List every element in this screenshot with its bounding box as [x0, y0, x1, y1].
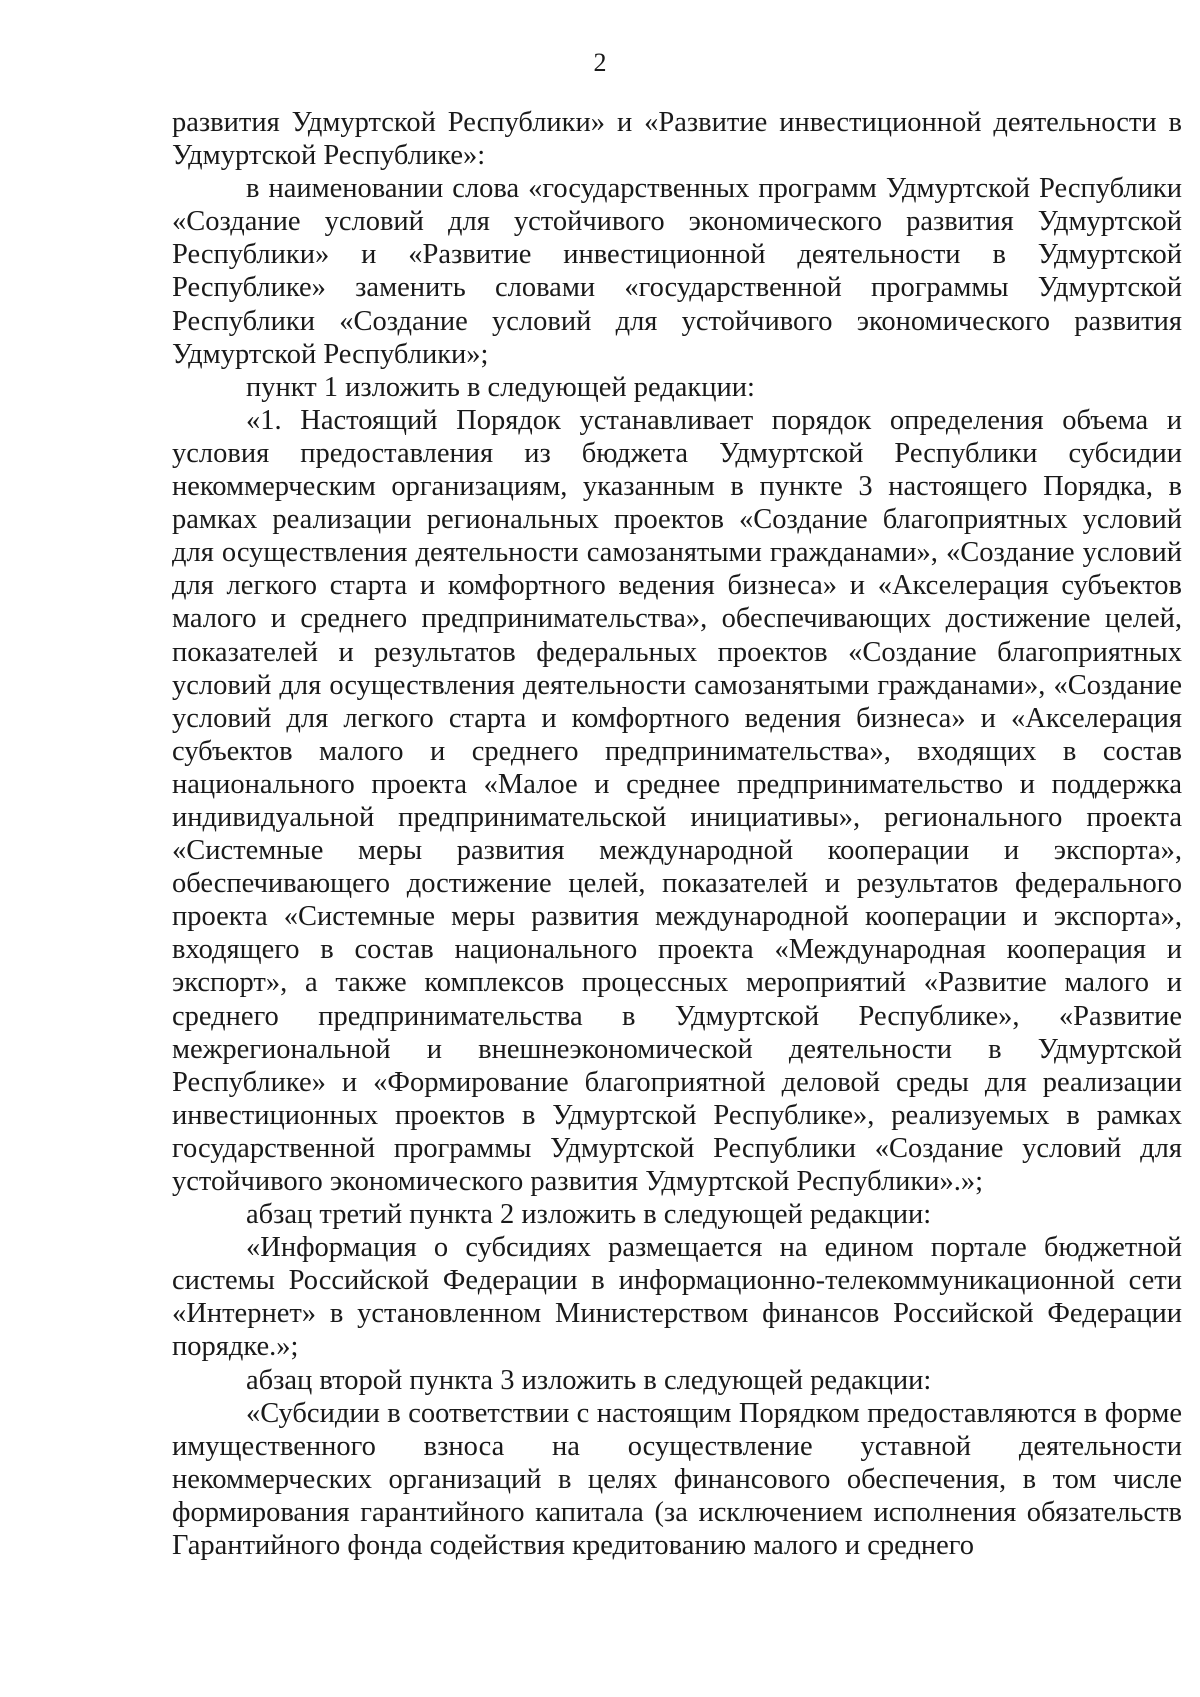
paragraph-point-3-intro: абзац второй пункта 3 изложить в следующей редакции: [246, 1364, 932, 1396]
paragraph-title-amendment: в наименовании слова «государственных программ Удмуртской Республики «Создание условий для устойчивого экономического развития Удмуртской Республики» и «Развитие инвестиционной деятельности в Удмуртской Республике» заменить словами «государственной программы Удмуртской Республики «Создание условий для устойчивого экономического развития Удмуртской Республики»; [172, 173, 1182, 370]
paragraph-point-1-text: «1. Настоящий Порядок устанавливает порядок определения объема и условия предоставления из бюджета Удмуртской Республики субсидии некоммерческим организациям, указанным в пункте 3 настоящего Порядка, в рамках реализации региональных проектов «Создание благоприятных условий для осуществления деятельности самозанятыми гражданами», «Создание условий для легкого старта и комфортного ведения бизнеса» и «Акселерация субъектов малого и среднего предпринимательства», обеспечивающих достижение целей, показателей и результатов федеральных проектов «Создание благоприятных условий для осуществления деятельности самозанятыми гражданами», «Создание условий для легкого старта и комфортного ведения бизнеса» и «Акселерация субъектов малого и среднего предпринимательства», входящих в состав национального проекта «Малое и среднее предпринимательство и поддержка индивидуальной предпринимательской инициативы», регионального проекта «Системные меры развития международной кооперации и экспорта», обеспечивающего достижение целей, показателей и результатов федерального проекта «Системные меры развития международной кооперации и экспорта», входящего в состав национального проекта «Международная кооперация и экспорт», а также комплексов процессных мероприятий «Развитие малого и среднего предпринимательства в Удмуртской Республике», «Развитие межрегиональной и внешнеэкономической деятельности в Удмуртской Республике» и «Формирование благоприятной деловой среды для реализации инвестиционных проектов в Удмуртской Республике», реализуемых в рамках государственной программы Удмуртской Республики «Создание условий для устойчивого экономического развития Удмуртской Республики».»; [172, 404, 1182, 1197]
paragraph-point-3-text: «Субсидии в соответствии с настоящим Порядком предоставляются в форме имущественного взноса на осуществление уставной деятельности некоммерческих организаций в целях финансового обеспечения, в том числе формирования гарантийного капитала (за исключением исполнения обязательств Гарантийного фонда содействия кредитованию малого и среднего [172, 1397, 1182, 1562]
paragraph-point-2-intro: абзац третий пункта 2 изложить в следующей редакции: [246, 1199, 932, 1231]
paragraph-continuation: развития Удмуртской Республики» и «Развитие инвестиционной деятельности в Удмуртской Республике»: [172, 107, 1182, 172]
paragraph-point-2-text: «Информация о субсидиях размещается на едином портале бюджетной системы Российской Федерации в информационно-телекоммуникационной сети «Интернет» в установленном Министерством финансов Российской Федерации порядке.»; [172, 1232, 1182, 1363]
paragraph-point-1-intro: пункт 1 изложить в следующей редакции: [246, 371, 755, 403]
page-number: 2 [593, 48, 607, 77]
document-body [172, 106, 1182, 1562]
